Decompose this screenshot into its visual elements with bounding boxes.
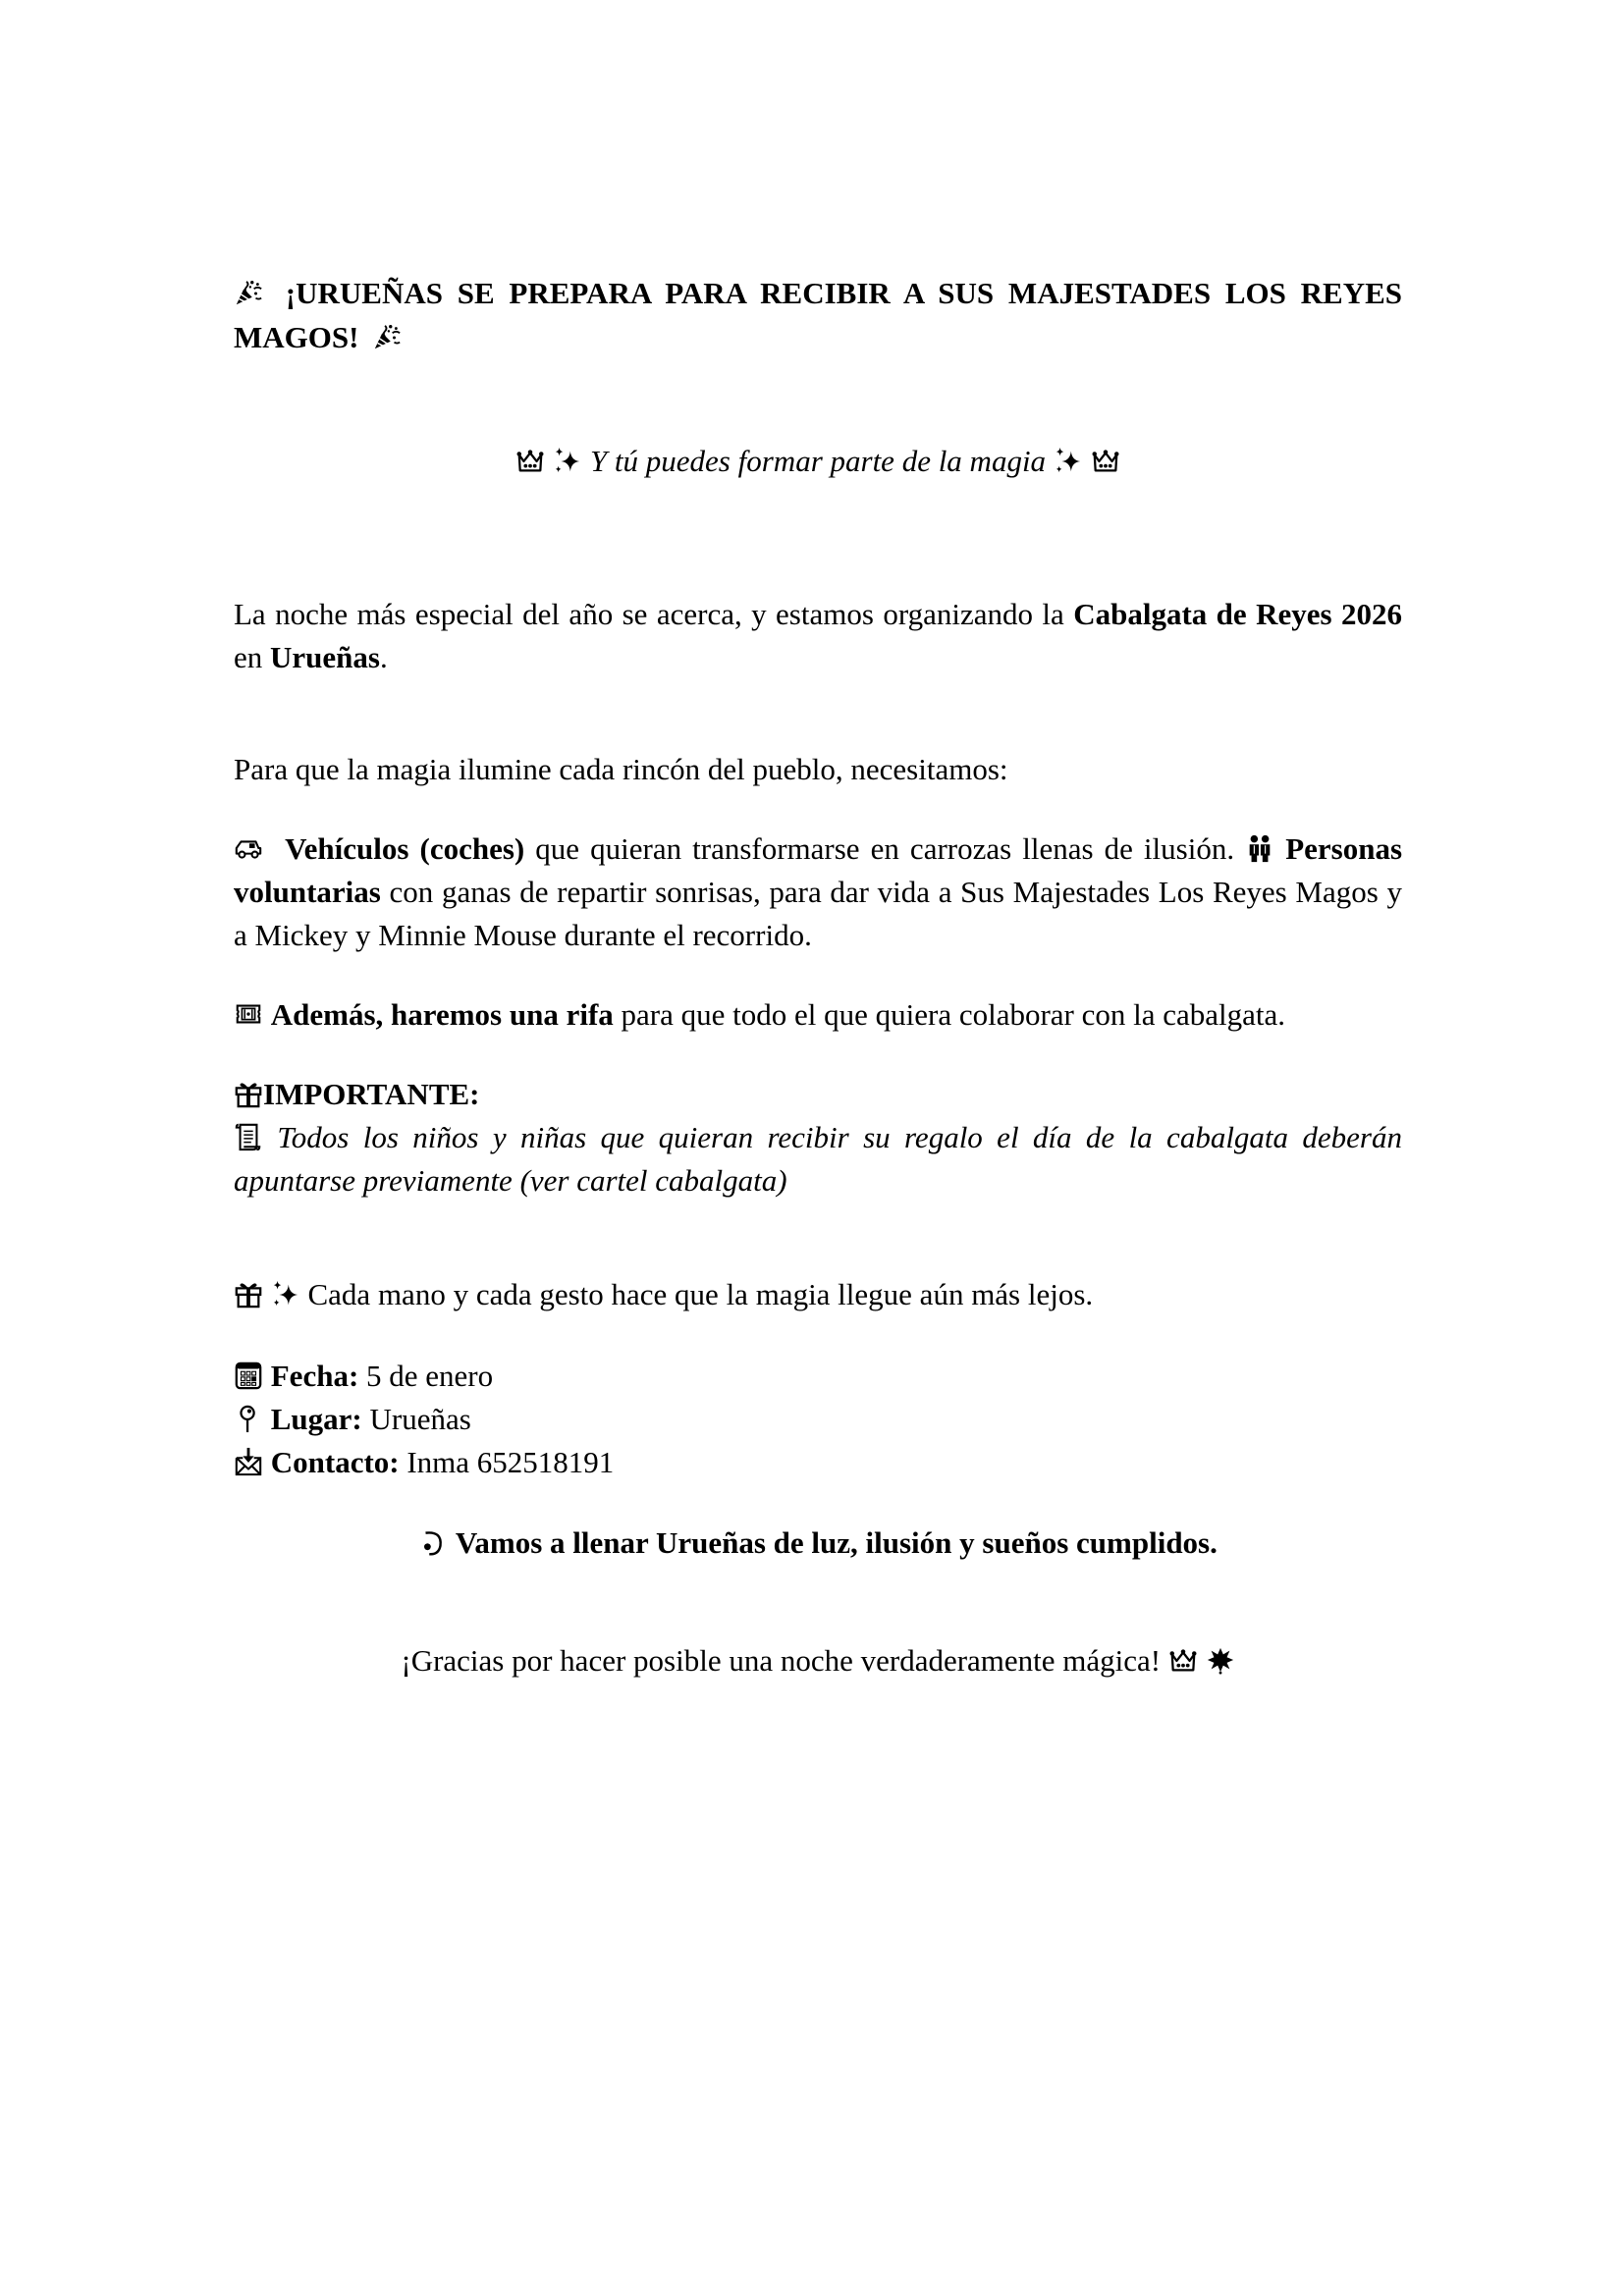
people-icon — [1245, 833, 1274, 863]
subtitle — [234, 440, 1402, 483]
need-label: Vehículos (coches) — [285, 831, 525, 866]
intro-text: La noche más especial del año se acerca, y estamos organizando la — [234, 597, 1074, 631]
intro-text: en — [234, 640, 271, 674]
detail-value: 5 de enero — [358, 1359, 494, 1393]
crown-icon — [1168, 1645, 1198, 1675]
detail-value: Urueñas — [361, 1402, 471, 1436]
star-burst-icon — [1206, 1645, 1235, 1675]
important-note — [234, 1116, 1402, 1202]
raffle-text: para que todo el que quiera colaborar con la cabalgata. — [613, 997, 1286, 1032]
subtitle-text: Y tú puedes formar parte de la magia — [589, 444, 1047, 478]
thanks-text: ¡Gracias por hacer posible una noche verdaderamente mágica! — [401, 1643, 1162, 1678]
raffle-label: Además, haremos una rifa — [270, 997, 614, 1032]
important-note-text: Todos los niños y niñas que quieran recibir su regalo el día de la cabalgata deberán apuntarse previamente (ver cartel cabalgata) — [234, 1120, 1402, 1198]
need-text: que quieran transformarse en carrozas llenas de ilusión. — [524, 831, 1235, 866]
sparkles-icon — [1054, 446, 1083, 475]
envelope-icon — [234, 1447, 263, 1476]
calendar-icon — [234, 1361, 263, 1390]
intro-paragraph — [234, 593, 1402, 679]
car-icon — [234, 833, 263, 863]
important-heading-text: IMPORTANTE: — [263, 1077, 480, 1111]
call-to-action — [234, 1522, 1402, 1565]
detail-contact — [234, 1441, 1402, 1484]
pin-icon — [234, 1404, 263, 1433]
detail-value: Inma 652518191 — [399, 1445, 615, 1479]
title-text: ¡URUEÑAS SE PREPARA PARA RECIBIR A SUS MAJESTADES LOS REYES MAGOS! — [234, 276, 1403, 354]
need-label: Personas voluntarias — [234, 831, 1403, 909]
needs-paragraph — [234, 828, 1402, 957]
gift-icon — [234, 1279, 263, 1308]
detail-date — [234, 1355, 1402, 1398]
gift-icon — [234, 1079, 263, 1108]
detail-label: Contacto: — [270, 1445, 400, 1479]
crown-icon — [515, 446, 545, 475]
motto-text: Cada mano y cada gesto hace que la magia llegue aún más lejos. — [307, 1277, 1094, 1311]
document-title — [234, 271, 1402, 359]
detail-label: Fecha: — [270, 1359, 359, 1393]
detail-place — [234, 1398, 1402, 1441]
raffle-paragraph — [234, 993, 1402, 1037]
thanks — [234, 1639, 1402, 1682]
motto — [234, 1273, 1402, 1316]
needs-intro: Para que la magia ilumine cada rincón del pueblo, necesitamos: — [234, 752, 1008, 786]
sparkles-icon — [271, 1279, 300, 1308]
town-name: Urueñas — [270, 640, 380, 674]
need-item-vehicles — [234, 831, 1234, 866]
comet-icon — [418, 1527, 448, 1557]
important-heading — [234, 1073, 1402, 1116]
party-popper-icon — [372, 322, 402, 351]
scroll-icon — [234, 1122, 263, 1151]
call-to-action-text: Vamos a llenar Urueñas de luz, ilusión y sueños cumplidos. — [455, 1525, 1218, 1560]
sparkles-icon — [553, 446, 582, 475]
ticket-icon — [234, 999, 263, 1029]
event-name: Cabalgata de Reyes 2026 — [1073, 597, 1402, 631]
need-text: con ganas de repartir sonrisas, para dar vida a Sus Majestades Los Reyes Magos y a Mickey y Minnie Mouse durante el recorrido. — [234, 875, 1402, 952]
crown-icon — [1091, 446, 1120, 475]
party-popper-icon — [234, 278, 263, 307]
intro-text: . — [379, 640, 388, 674]
detail-label: Lugar: — [270, 1402, 362, 1436]
